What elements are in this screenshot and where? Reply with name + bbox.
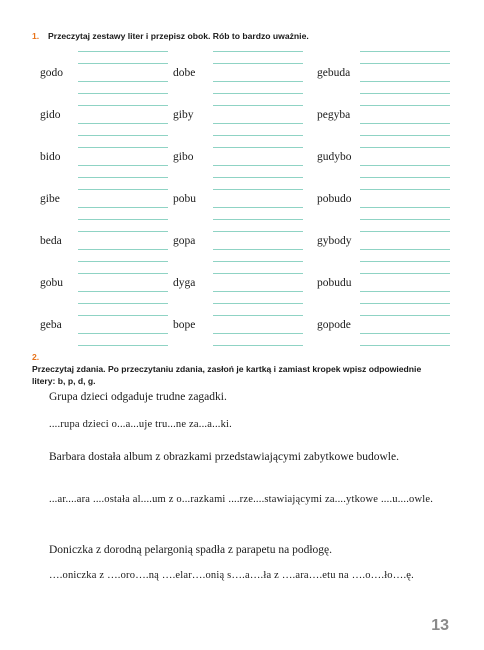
writing-line [78,273,168,274]
sentence-1: Grupa dzieci odgaduje trudne zagadki. [49,391,227,403]
writing-line [213,51,303,52]
writing-line [213,219,303,220]
writing-line [213,135,303,136]
syllable-word: gebuda [317,67,351,79]
writing-line [78,231,168,232]
writing-line [213,231,303,232]
writing-lines[interactable] [78,135,168,179]
writing-line [360,177,450,178]
writing-line [78,207,168,208]
writing-line [360,231,450,232]
writing-line [360,165,450,166]
syllable-word: beda [40,235,62,247]
writing-lines[interactable] [360,177,450,221]
writing-line [78,63,168,64]
writing-line [360,123,450,124]
gapped-sentence-2[interactable]: ...ar....ara ....ostała al....um z o...razkami ....rze....stawiającymi za....ytkowe ....u....owle. [49,494,434,505]
writing-lines[interactable] [78,177,168,221]
writing-line [78,51,168,52]
writing-line [213,333,303,334]
writing-line [213,147,303,148]
writing-line [78,261,168,262]
writing-line [78,123,168,124]
task-2-header [32,351,452,387]
writing-line [78,249,168,250]
task-1-number: 1. [32,31,40,41]
syllable-word: giby [173,109,194,121]
task-2-number: 2. [32,352,40,362]
syllable-word: dobe [173,67,196,79]
writing-line [360,189,450,190]
syllable-word: geba [40,319,62,331]
writing-line [360,249,450,250]
writing-lines[interactable] [213,219,303,263]
sentence-2: Barbara dostała album z obrazkami przedstawiającymi zabytkowe budowle. [49,451,399,463]
syllable-word: gopa [173,235,196,247]
writing-line [360,315,450,316]
page-number: 13 [431,617,449,634]
writing-line [78,303,168,304]
writing-line [213,273,303,274]
writing-line [213,261,303,262]
writing-lines[interactable] [213,93,303,137]
writing-line [78,345,168,346]
writing-lines[interactable] [78,261,168,305]
writing-line [360,219,450,220]
writing-line [360,345,450,346]
writing-line [213,123,303,124]
writing-line [78,177,168,178]
syllable-word: gibe [40,193,60,205]
writing-lines[interactable] [360,51,450,95]
writing-line [78,291,168,292]
writing-line [213,345,303,346]
writing-line [360,333,450,334]
gapped-sentence-3[interactable]: ….oniczka z ….oro….ną ….elar….onią s….a….ła z ….ara….etu na ….o….ło….ę. [49,570,414,581]
writing-lines[interactable] [360,219,450,263]
writing-line [360,147,450,148]
writing-line [213,177,303,178]
writing-line [213,81,303,82]
gapped-sentence-1[interactable]: ....rupa dzieci o...a...uje tru...ne za...a...ki. [49,419,232,430]
task-2-instruction: Przeczytaj zdania. Po przeczytaniu zdania, zasłoń je kartką i zamiast kropek wpisz odpowiednie litery: b, p, d, g. [32,364,422,386]
syllable-word: gybody [317,235,352,247]
syllable-word: gido [40,109,61,121]
writing-lines[interactable] [213,261,303,305]
writing-line [213,207,303,208]
writing-lines[interactable] [213,51,303,95]
syllable-word: pegyba [317,109,351,121]
writing-line [213,165,303,166]
sentence-3: Doniczka z dorodną pelargonią spadła z parapetu na podłogę. [49,544,333,556]
writing-line [360,291,450,292]
writing-lines[interactable] [78,303,168,347]
writing-lines[interactable] [360,303,450,347]
syllable-word: bope [173,319,196,331]
writing-lines[interactable] [78,93,168,137]
writing-line [360,261,450,262]
writing-line [78,135,168,136]
syllable-word: pobudu [317,277,352,289]
writing-line [213,63,303,64]
syllable-word: godo [40,67,63,79]
writing-line [360,51,450,52]
syllable-word: pobu [173,193,196,205]
writing-line [78,189,168,190]
writing-lines[interactable] [78,219,168,263]
writing-line [360,105,450,106]
writing-line [78,147,168,148]
writing-line [78,93,168,94]
syllable-word: pobudo [317,193,352,205]
writing-line [78,315,168,316]
writing-line [360,273,450,274]
writing-lines[interactable] [360,261,450,305]
syllable-word: gobu [40,277,63,289]
writing-line [213,93,303,94]
writing-line [360,303,450,304]
writing-line [78,333,168,334]
writing-line [360,63,450,64]
task-1-instruction: Przeczytaj zestawy liter i przepisz obok. Rób to bardzo uważnie. [48,31,309,41]
writing-lines[interactable] [213,303,303,347]
writing-line [360,207,450,208]
writing-line [360,135,450,136]
writing-line [213,315,303,316]
writing-line [213,189,303,190]
syllable-word: bido [40,151,61,163]
syllable-word: gopode [317,319,351,331]
syllable-word: gudybo [317,151,352,163]
writing-line [360,81,450,82]
writing-line [78,105,168,106]
writing-lines[interactable] [213,177,303,221]
writing-lines[interactable] [360,135,450,179]
writing-line [78,219,168,220]
writing-line [213,105,303,106]
writing-line [78,81,168,82]
writing-line [78,165,168,166]
syllable-word: gibo [173,151,194,163]
writing-line [213,249,303,250]
writing-line [213,291,303,292]
writing-line [213,303,303,304]
writing-lines[interactable] [78,51,168,95]
writing-line [360,93,450,94]
writing-lines[interactable] [213,135,303,179]
syllable-word: dyga [173,277,196,289]
writing-lines[interactable] [360,93,450,137]
